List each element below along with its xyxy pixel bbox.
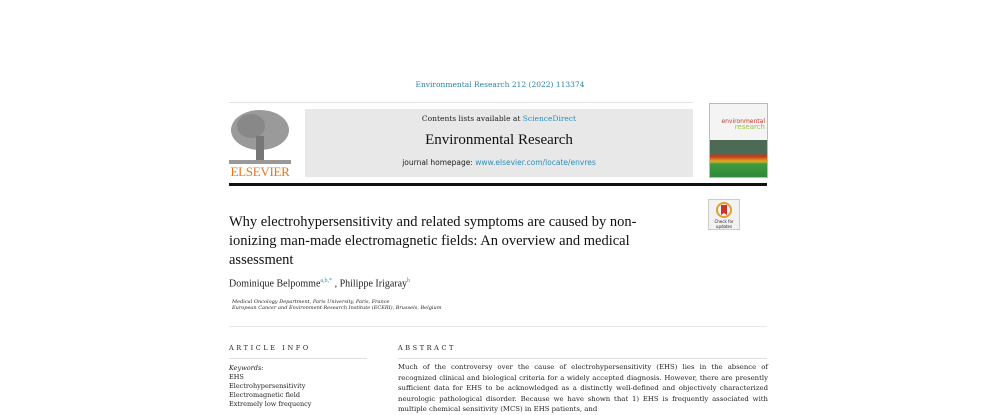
cover-title-1: environmental <box>721 118 765 125</box>
keywords <box>229 364 311 409</box>
bookmark-icon <box>716 202 732 218</box>
keyword: Electrohypersensitivity <box>229 382 306 390</box>
sciencedirect-link[interactable]: ScienceDirect <box>522 114 577 123</box>
author-affiliation-marker[interactable]: b <box>407 278 411 284</box>
article-title: Why electrohypersensitivity and related symptoms are caused by non-ionizing man-made electromagnetic fields: An overview and medical assessment <box>229 214 637 268</box>
check-label: Check for updates <box>714 219 734 229</box>
abstract-heading: ABSTRACT <box>398 344 456 352</box>
affiliation-b: European Cancer and Environment Research Institute (ECERI), Brussels, Belgium <box>232 305 442 311</box>
elsevier-logo[interactable] <box>229 108 291 180</box>
elsevier-wordmark: ELSEVIER <box>230 164 290 179</box>
author-name[interactable]: Dominique Belpomme <box>229 278 321 290</box>
author-separator: , <box>332 278 340 290</box>
divider <box>398 358 767 359</box>
author-list <box>229 278 410 289</box>
journal-citation[interactable]: Environmental Research 212 (2022) 113374 <box>415 80 585 89</box>
keywords-label: Keywords: <box>229 364 264 372</box>
article-info-heading: ARTICLE INFO <box>229 344 311 352</box>
affiliation-a: Medical Oncology Department, Paris University, Paris, France <box>232 299 390 305</box>
keyword: Extremely low frequency <box>229 400 312 408</box>
keyword: EHS <box>229 373 244 381</box>
divider <box>229 358 367 359</box>
homepage-link[interactable]: www.elsevier.com/locate/envres <box>475 158 596 167</box>
journal-title: Environmental Research <box>425 132 573 148</box>
keyword: Electromagnetic field <box>229 391 300 399</box>
tree-icon <box>229 108 291 166</box>
author-affiliation-marker[interactable]: a,b,* <box>320 278 333 284</box>
affiliations <box>232 299 441 311</box>
author-name[interactable]: Philippe Irigaray <box>339 278 408 290</box>
divider <box>229 326 767 327</box>
journal-cover[interactable] <box>709 103 768 178</box>
cover-image <box>710 140 767 177</box>
header-rule <box>229 183 767 186</box>
abstract-text: Much of the controversy over the cause of electrohypersensitivity (EHS) lies in the absence of recognized clinical and biological criteria for a widely accepted diagnosis. However, there are presently sufficient data for EHS to be acknowledged as a distinctly well-defined and objectively characterized neurologic pathological disorder. Because we have shown that 1) EHS is frequently associated with multiple chemical sensitivity (MCS) in EHS patients, and <box>398 363 768 413</box>
divider <box>229 102 693 103</box>
contents-label: Contents lists available at <box>421 114 523 123</box>
check-for-updates-button[interactable] <box>708 199 740 230</box>
cover-title-2: research <box>734 123 765 131</box>
homepage-label: journal homepage: <box>402 158 476 167</box>
journal-banner <box>305 109 693 177</box>
